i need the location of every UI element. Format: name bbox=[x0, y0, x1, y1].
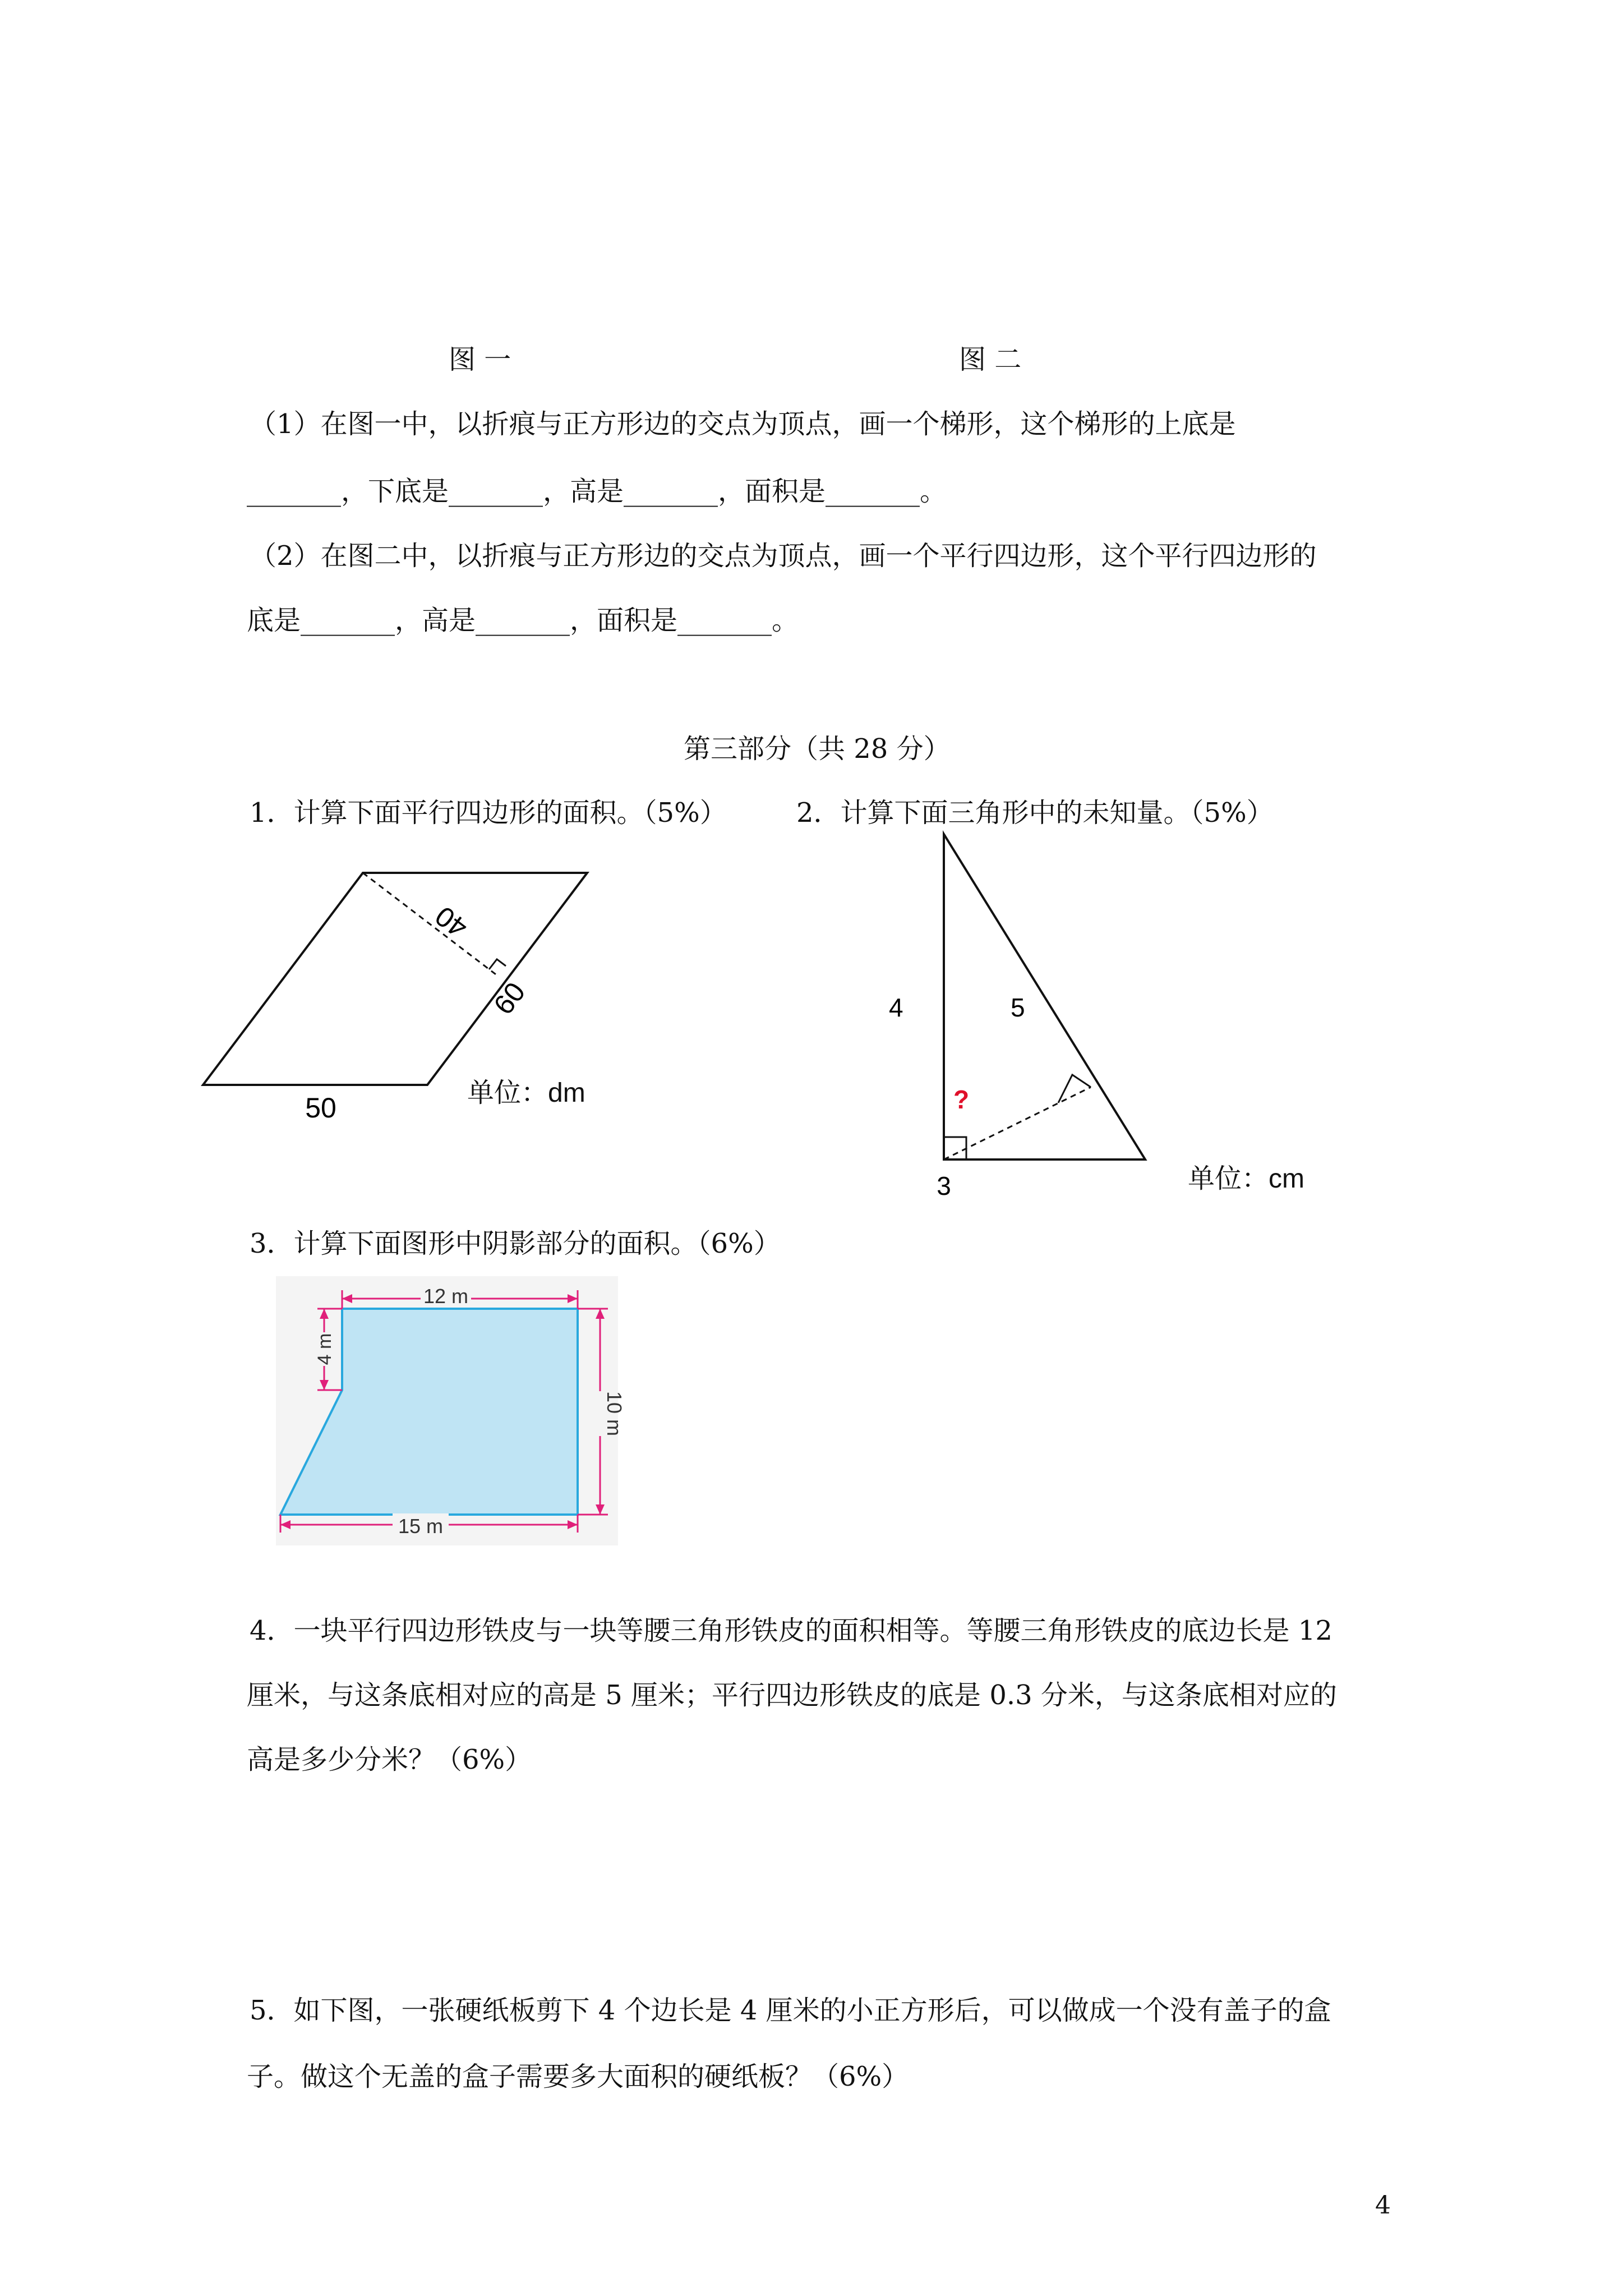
page-number: 4 bbox=[1375, 2191, 1391, 2220]
right-dimension-label: 10 m bbox=[603, 1391, 626, 1437]
question-5-line-1: 5．如下图，一张硬纸板剪下 4 个边长是 4 厘米的小正方形后，可以做成一个没有盖子的盒 bbox=[250, 1995, 1331, 2026]
left-cut-dimension-label: 4 m bbox=[314, 1333, 335, 1365]
unit-label-dm: 单位：dm bbox=[467, 1078, 585, 1108]
unit-label-cm: 单位：cm bbox=[1188, 1164, 1304, 1194]
question-5-line-2: 子。做这个无盖的盒子需要多大面积的硬纸板？（6%） bbox=[247, 2061, 909, 2092]
parallelogram-shape bbox=[203, 873, 587, 1085]
question-2-text: 2．计算下面三角形中的未知量。（5%） bbox=[796, 797, 1274, 829]
bottom-dimension-label: 15 m bbox=[398, 1515, 444, 1538]
right-angle-mark-hypotenuse bbox=[1058, 1075, 1091, 1103]
leg-vertical-label: 4 bbox=[889, 993, 903, 1022]
part2-question-2-line-1: （2）在图二中，以折痕与正方形边的交点为顶点，画一个平行四边形，这个平行四边形的 bbox=[250, 540, 1317, 572]
shaded-region-figure bbox=[275, 1273, 626, 1548]
part2-question-1-line-1: （1）在图一中，以折痕与正方形边的交点为顶点，画一个梯形，这个梯形的上底是 bbox=[250, 408, 1236, 440]
leg-horizontal-label: 3 bbox=[937, 1171, 951, 1200]
figure-caption-2: 图 二 bbox=[959, 344, 1022, 375]
top-dimension-label: 12 m bbox=[423, 1285, 469, 1308]
unknown-label: ? bbox=[953, 1085, 970, 1114]
right-angle-mark-vertex bbox=[944, 1137, 966, 1159]
question-4-line-1: 4．一块平行四边形铁皮与一块等腰三角形铁皮的面积相等。等腰三角形铁皮的底边长是 12 bbox=[250, 1615, 1332, 1646]
section-title: 第三部分（共 28 分） bbox=[684, 733, 951, 765]
side-label: 60 bbox=[487, 976, 532, 1020]
question-4-line-3: 高是多少分米？（6%） bbox=[247, 1744, 532, 1775]
part2-question-1-line-2: _______，下底是_______，高是_______，面积是_______。 bbox=[247, 476, 947, 507]
question-1-text: 1．计算下面平行四边形的面积。（5%） bbox=[250, 797, 727, 829]
figure-caption-1: 图 一 bbox=[449, 344, 511, 375]
question-3-text: 3．计算下面图形中阴影部分的面积。（6%） bbox=[250, 1228, 781, 1259]
triangle-figure bbox=[864, 825, 1211, 1206]
hypotenuse-label: 5 bbox=[1011, 993, 1025, 1022]
question-4-line-2: 厘米，与这条底相对应的高是 5 厘米；平行四边形铁皮的底是 0.3 分米，与这条底相对应的 bbox=[247, 1680, 1337, 1711]
base-label: 50 bbox=[305, 1092, 336, 1124]
height-label: 40 bbox=[429, 900, 473, 944]
part2-question-2-line-2: 底是_______，高是_______，面积是_______。 bbox=[247, 605, 799, 636]
right-angle-mark bbox=[489, 959, 506, 969]
